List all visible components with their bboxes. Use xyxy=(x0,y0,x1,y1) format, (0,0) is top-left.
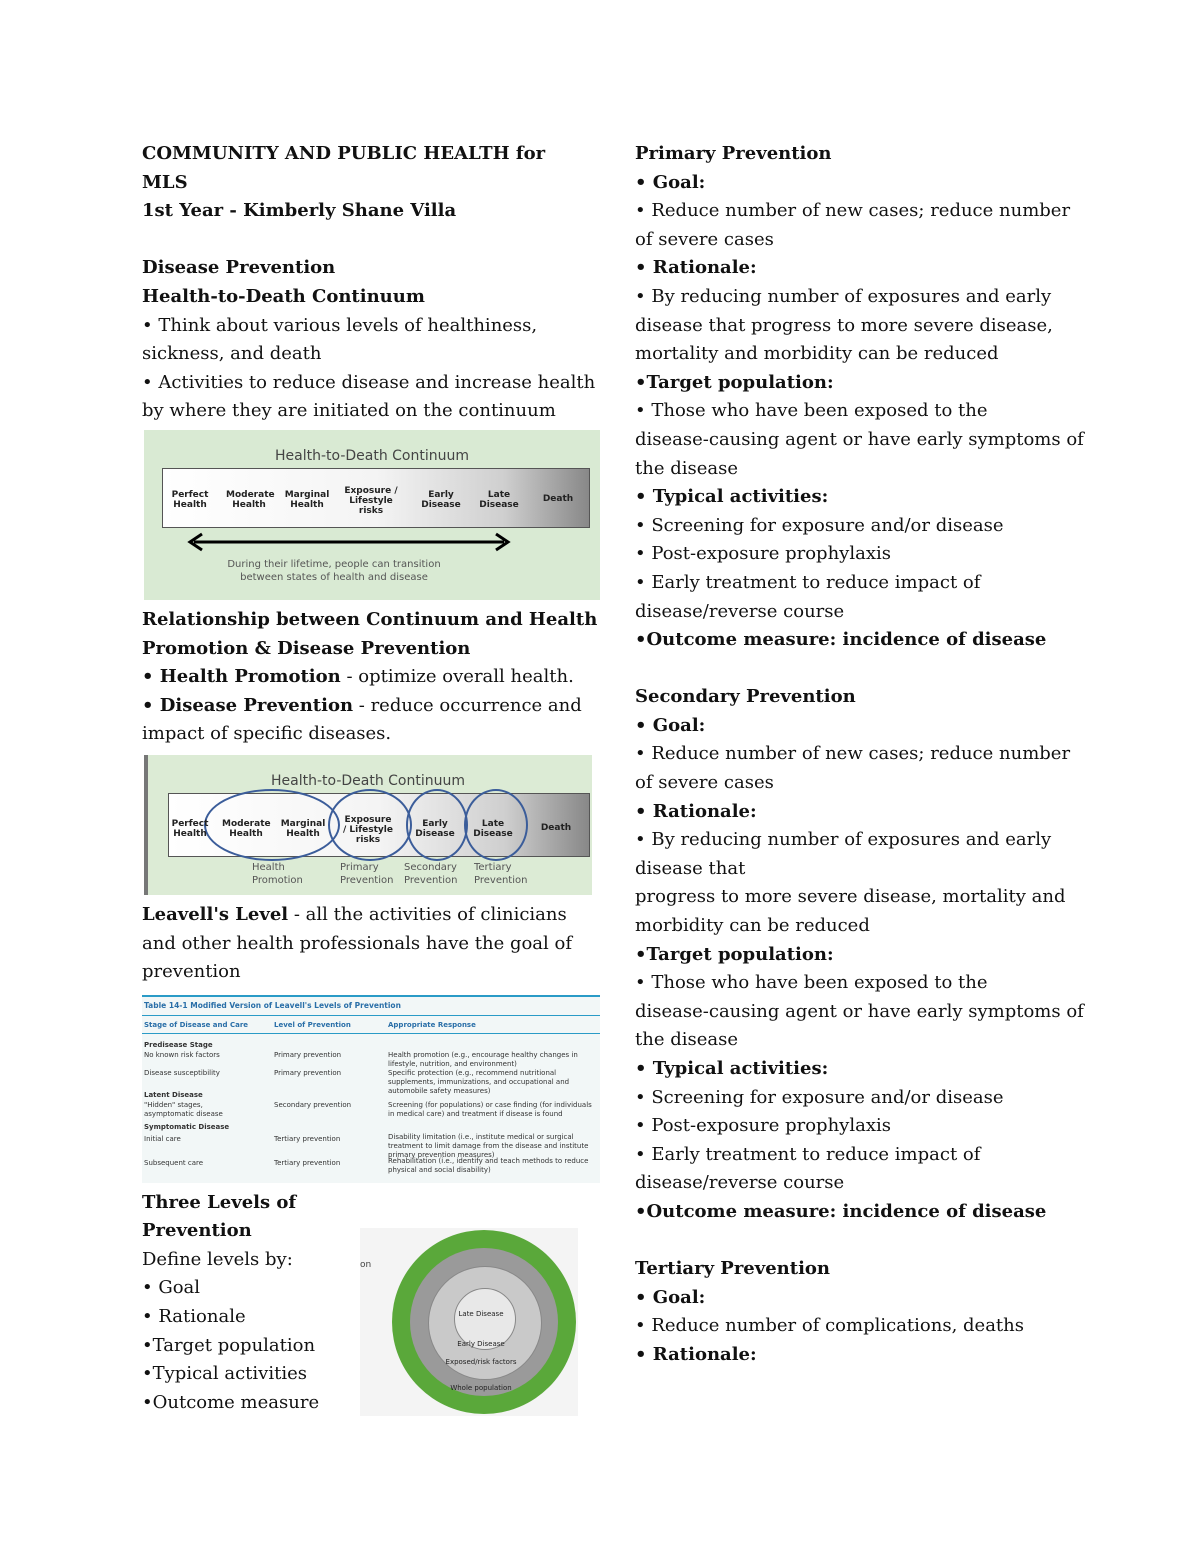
section-relationship: Relationship between Continuum and Health xyxy=(142,608,598,630)
bullet-text: of severe cases xyxy=(635,228,774,250)
stage-label: Moderate Health xyxy=(222,818,271,839)
bullet-text: the disease xyxy=(635,457,738,479)
zone-label: Tertiary Prevention xyxy=(474,861,528,886)
bullet-text: of severe cases xyxy=(635,772,774,794)
table-cell: Tertiary prevention xyxy=(274,1134,341,1143)
health-promotion-line: • Health Promotion - optimize overall health. xyxy=(142,666,574,688)
section-disease-prevention: Disease Prevention xyxy=(142,257,336,279)
table-cell: Disability limitation (i.e., institute medical or surgical treatment to limit damage from the disease and institute primary prevention measures) xyxy=(388,1132,589,1159)
bullet-text: • By reducing number of exposures and early xyxy=(635,285,1052,307)
table-cell: "Hidden" stages, asymptomatic disease xyxy=(144,1100,223,1118)
body-text: and other health professionals have the goal of xyxy=(142,932,573,954)
tertiary-rationale: • Rationale: xyxy=(635,1343,757,1365)
stage-label: Perfect Health xyxy=(171,489,209,510)
list-item: •Outcome measure xyxy=(142,1391,320,1413)
bullet-text: progress to more severe disease, mortality and xyxy=(635,886,1066,908)
bullet-text: • By reducing number of exposures and early xyxy=(635,829,1052,851)
bullet-text: disease-causing agent or have early symptoms of xyxy=(635,428,1084,450)
bullet-text: sickness, and death xyxy=(142,343,322,365)
ring-label: Exposed/risk factors xyxy=(445,1358,517,1366)
bullet-text: • Screening for exposure and/or disease xyxy=(635,514,1004,536)
bullet-text: • Early treatment to reduce impact of xyxy=(635,1143,981,1165)
figure-caption: During their lifetime, people can transition between states of health and disease xyxy=(227,558,441,583)
stage-label: Exposure / Lifestyle risks xyxy=(344,485,398,516)
table-cell: Primary prevention xyxy=(274,1068,342,1077)
stage-label: Early Disease xyxy=(421,489,461,510)
section-three-levels: Three Levels of xyxy=(142,1191,297,1213)
ring-label: Late Disease xyxy=(458,1310,504,1318)
bullet-text: • Activities to reduce disease and increase health xyxy=(142,371,596,393)
table-header: Stage of Disease and Care xyxy=(144,1020,249,1029)
figure-title: Health-to-Death Continuum xyxy=(270,772,466,789)
bullet-text: morbidity can be reduced xyxy=(635,915,870,937)
bullet-text: disease/reverse course xyxy=(635,600,845,622)
table-cell: Subsequent care xyxy=(144,1158,204,1167)
primary-title: Primary Prevention xyxy=(635,143,832,164)
table-cell: Specific protection (e.g., recommend nutritional supplements, immunizations, and occupational and automobile safety measures) xyxy=(388,1068,570,1095)
zone-label: Secondary Prevention xyxy=(404,861,458,886)
left-column xyxy=(142,140,598,1417)
bullet-text: disease/reverse course xyxy=(635,1172,845,1194)
secondary-goal: • Goal: xyxy=(635,714,706,736)
bullet-text: • Early treatment to reduce impact of xyxy=(635,571,981,593)
table-cell: Rehabilitation (i.e., identify and teach methods to reduce physical and social disability) xyxy=(388,1156,589,1174)
stage-label: Late Disease xyxy=(473,818,513,839)
stage-label: Perfect Health xyxy=(171,818,209,839)
doc-title-line1: COMMUNITY AND PUBLIC HEALTH for xyxy=(142,143,546,164)
ring-label: Early Disease xyxy=(457,1340,505,1348)
bullet-text: mortality and morbidity can be reduced xyxy=(635,343,999,365)
tertiary-title: Tertiary Prevention xyxy=(635,1258,831,1280)
bullet-text: • Screening for exposure and/or disease xyxy=(635,1086,1004,1108)
bullet-text: • Reduce number of complications, deaths xyxy=(635,1315,1024,1337)
bullet-text: • Those who have been exposed to the xyxy=(635,400,988,422)
stage-label: Marginal Health xyxy=(280,818,326,839)
doc-subtitle: 1st Year - Kimberly Shane Villa xyxy=(142,200,457,222)
figure-title: Health-to-Death Continuum xyxy=(274,447,470,464)
leavell-table-figure xyxy=(142,995,600,1183)
table-cell: Tertiary prevention xyxy=(274,1158,341,1167)
table-header: Appropriate Response xyxy=(388,1020,476,1029)
primary-rationale: • Rationale: xyxy=(635,257,757,279)
cropped-text: on xyxy=(360,1260,372,1270)
table-cell: Primary prevention xyxy=(274,1050,342,1059)
list-item: •Typical activities xyxy=(142,1363,307,1385)
stage-label: Death xyxy=(540,822,572,833)
bullet-text: • Reduce number of new cases; reduce number xyxy=(635,743,1071,765)
section-three-levels-2: Prevention xyxy=(142,1220,252,1242)
secondary-outcome: •Outcome measure: incidence of disease xyxy=(635,1200,1047,1222)
bullet-text: • Reduce number of new cases; reduce number xyxy=(635,200,1071,222)
bullet-text: impact of specific diseases. xyxy=(142,723,392,745)
stage-label: Early Disease xyxy=(415,818,455,839)
leavell-line: Leavell's Level - all the activities of clinicians xyxy=(142,903,567,925)
table-cell: Screening (for populations) or case finding (for individuals in medical care) and treatment if disease is found xyxy=(388,1100,592,1118)
bullet-text: • Think about various levels of healthiness, xyxy=(142,314,538,336)
bullet-text: disease that xyxy=(635,857,746,879)
bullet-text: the disease xyxy=(635,1029,738,1051)
stage-label: Late Disease xyxy=(479,489,519,510)
bullet-text: disease-causing agent or have early symptoms of xyxy=(635,1000,1084,1022)
list-item: •Target population xyxy=(142,1334,316,1356)
bullet-text: by where they are initiated on the continuum xyxy=(142,400,556,422)
primary-outcome: •Outcome measure: incidence of disease xyxy=(635,629,1047,651)
bullet-text: • Post-exposure prophylaxis xyxy=(635,1115,891,1137)
primary-target: •Target population: xyxy=(635,371,834,393)
secondary-title: Secondary Prevention xyxy=(635,686,856,708)
secondary-rationale: • Rationale: xyxy=(635,800,757,822)
table-cell: Symptomatic Disease xyxy=(144,1122,230,1131)
primary-goal: • Goal: xyxy=(635,171,706,193)
zone-label: Primary Prevention xyxy=(340,861,394,886)
prevention-rings-figure xyxy=(360,1228,578,1416)
primary-typical: • Typical activities: xyxy=(635,486,829,508)
section-continuum: Health-to-Death Continuum xyxy=(142,285,425,307)
secondary-typical: • Typical activities: xyxy=(635,1058,829,1079)
table-cell: Health promotion (e.g., encourage healthy changes in lifestyle, nutrition, and environment) xyxy=(388,1050,578,1068)
stage-label: Death xyxy=(542,493,574,504)
ring-label: Whole population xyxy=(450,1384,512,1392)
bullet-text: • Those who have been exposed to the xyxy=(635,972,988,994)
stage-label: Exposure / Lifestyle risks xyxy=(343,814,393,845)
transition-arrow-icon xyxy=(184,532,514,552)
bullet-text: disease that progress to more severe disease, xyxy=(635,314,1053,336)
table-header: Level of Prevention xyxy=(274,1020,351,1029)
disease-prevention-line: • Disease Prevention - reduce occurrence and xyxy=(142,694,582,716)
table-cell: Predisease Stage xyxy=(144,1040,213,1049)
list-item: • Rationale xyxy=(142,1306,246,1328)
right-column xyxy=(635,140,1084,1370)
continuum-prevention-figure xyxy=(144,755,592,895)
list-item: • Goal xyxy=(142,1277,201,1299)
table-cell: Latent Disease xyxy=(144,1090,203,1099)
table-cell: Secondary prevention xyxy=(274,1100,352,1109)
table-cell: No known risk factors xyxy=(144,1050,220,1059)
stage-label: Marginal Health xyxy=(284,489,330,510)
body-text: Define levels by: xyxy=(142,1248,293,1270)
bullet-text: • Post-exposure prophylaxis xyxy=(635,543,891,565)
tertiary-goal: • Goal: xyxy=(635,1286,706,1308)
table-cell: Initial care xyxy=(144,1134,181,1143)
body-text: prevention xyxy=(142,961,241,983)
stage-label: Moderate Health xyxy=(226,489,275,510)
zone-label: Health Promotion xyxy=(252,861,303,886)
continuum-figure xyxy=(144,430,600,600)
doc-title-line2: MLS xyxy=(142,171,188,193)
table-cell: Disease susceptibility xyxy=(144,1068,220,1077)
section-relationship-2: Promotion & Disease Prevention xyxy=(142,637,471,659)
table-title: Table 14-1 Modified Version of Leavell's Levels of Prevention xyxy=(144,1000,401,1010)
secondary-target: •Target population: xyxy=(635,943,834,965)
